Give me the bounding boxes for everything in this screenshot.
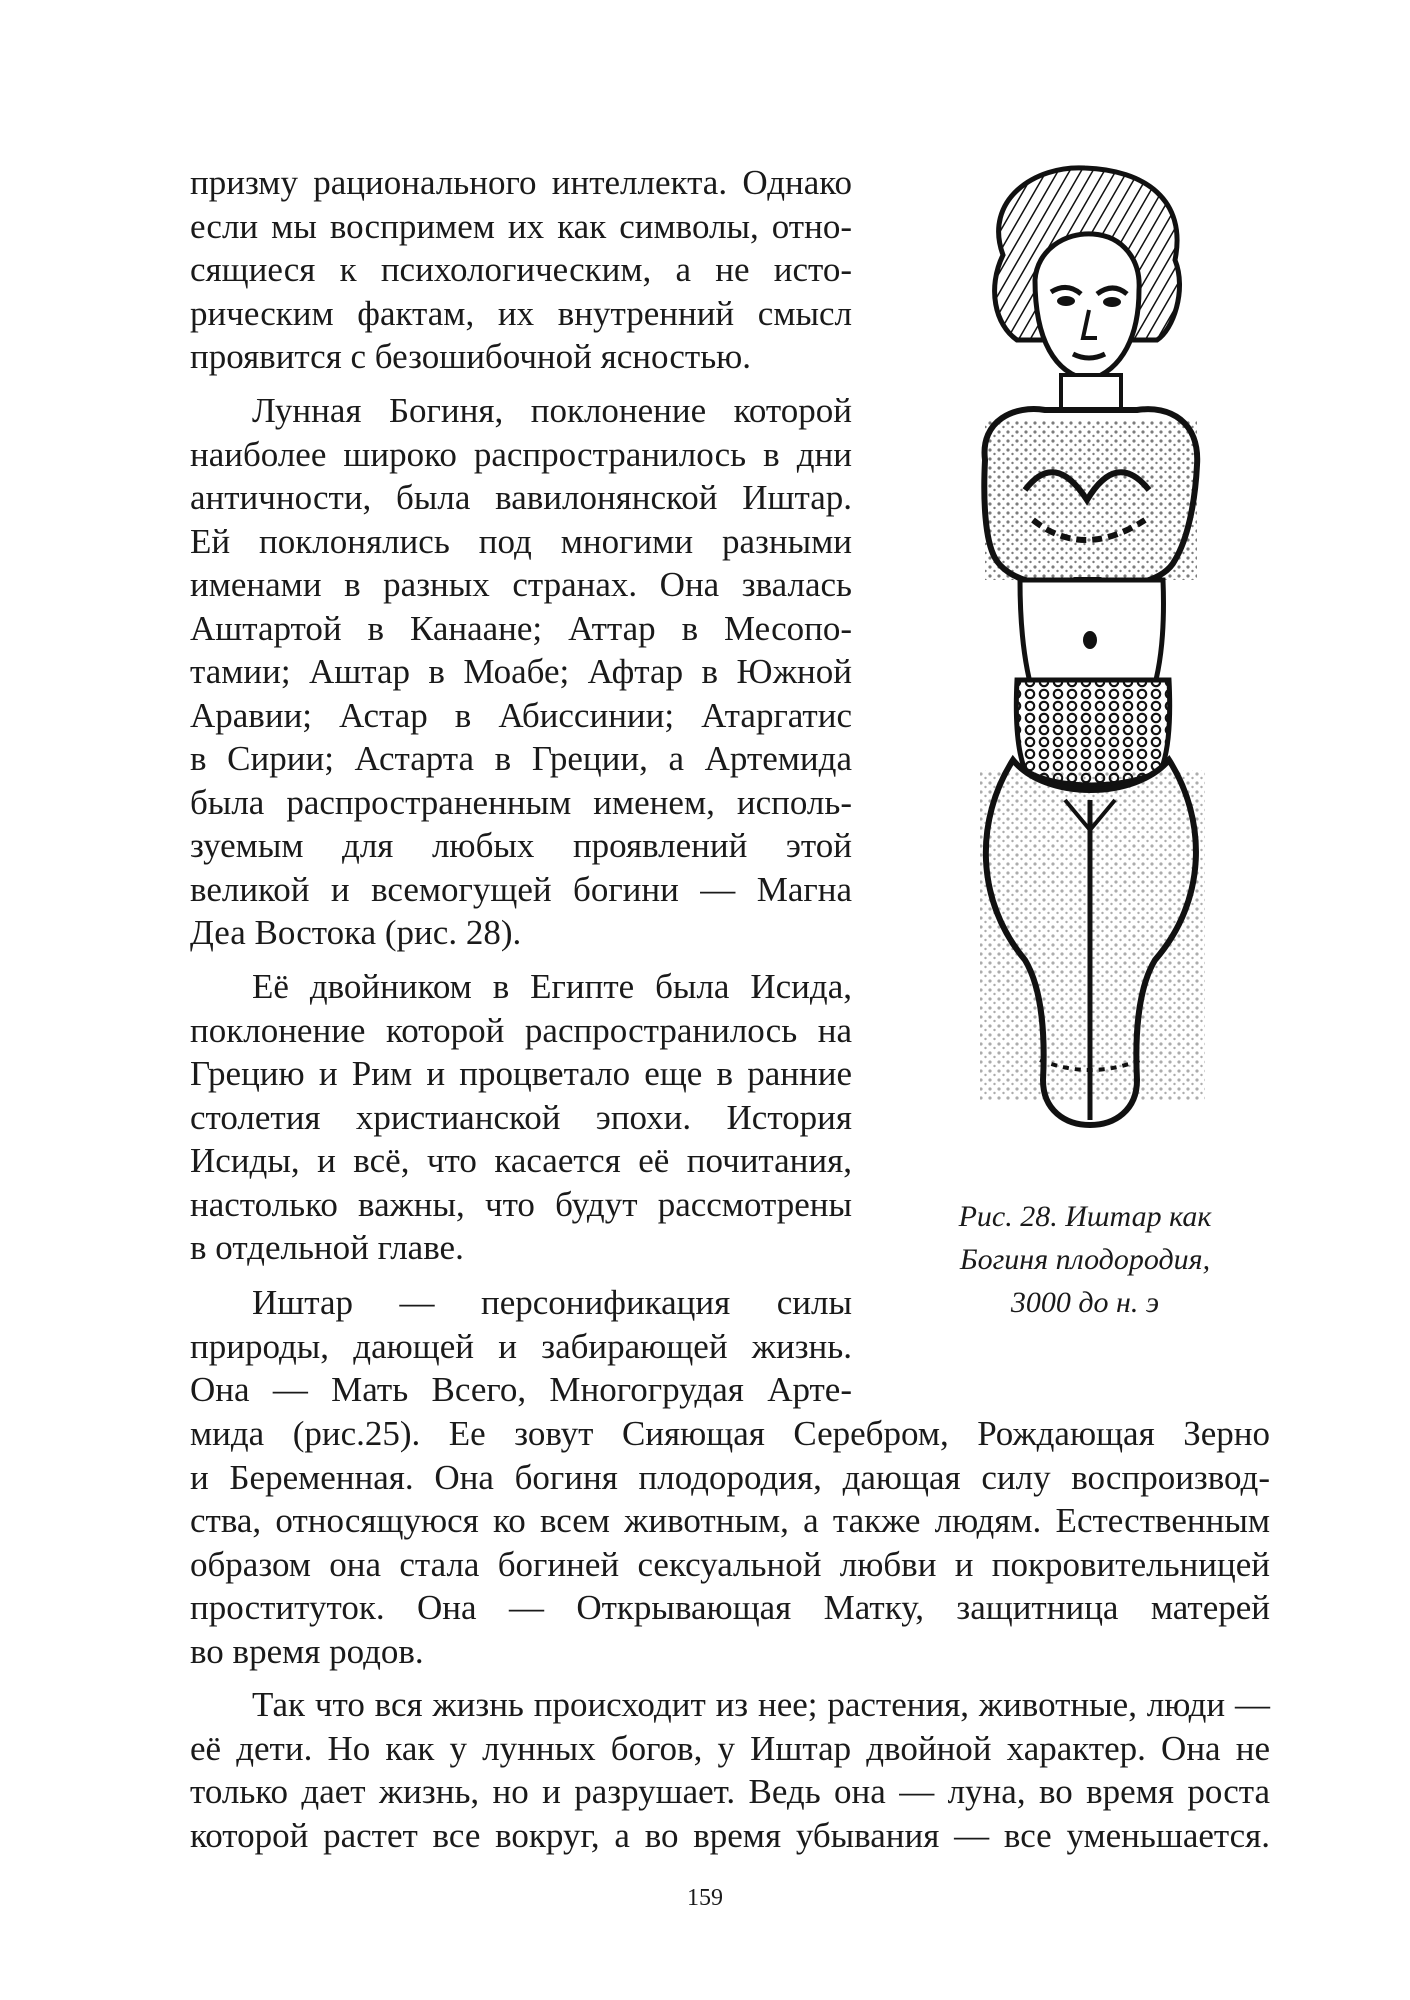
text-line: и Беременная. Она богиня плодородия, дающая силу воспроизвод- xyxy=(190,1457,1270,1497)
text-line: столетия христианской эпохи. История xyxy=(190,1097,852,1137)
text-line: Аштартой в Канаане; Аттар в Месопо- xyxy=(190,608,852,648)
text-line: Она — Мать Всего, Многогрудая Арте- xyxy=(190,1370,852,1409)
text-line: мида (рис.25). Ее зовут Сияющая Серебром, Рождающая Зерно xyxy=(190,1414,1270,1453)
text-line: которой растет все вокруг, а во время убывания — все уменьшается. xyxy=(190,1815,1270,1855)
text-line-content: Так что вся жизнь происходит из нее; растения, животные, люди — xyxy=(252,1685,1270,1724)
figure-caption xyxy=(905,1195,1265,1324)
text-line: только дает жизнь, но и разрушает. Ведь она — луна, во время роста xyxy=(190,1772,1270,1811)
text-line: Аравии; Астар в Абиссинии; Атаргатис xyxy=(190,695,852,735)
text-line: настолько важны, что будут рассмотрены xyxy=(190,1184,852,1224)
text-line: проявится с безошибочной ясностью. xyxy=(190,337,752,376)
text-line: во время родов. xyxy=(190,1631,424,1671)
girdle-shape xyxy=(1016,680,1169,785)
paragraph-2 xyxy=(190,389,852,955)
text-line-content: Её двойником в Египте была Исида, xyxy=(252,967,852,1006)
paragraph-4-wide xyxy=(190,1412,1270,1673)
text-line: Исиды, и всё, что касается её почитания, xyxy=(190,1141,852,1180)
text-line-content: Лунная Богиня, поклонение которой xyxy=(252,391,852,430)
text-line: Деа Востока (рис. 28). xyxy=(190,913,522,952)
text-line xyxy=(190,965,852,1009)
text-line: природы, дающей и забирающей жизнь. xyxy=(190,1326,852,1366)
text-line: Ей поклонялись под многими разными xyxy=(190,521,852,561)
caption-line: Богиня плодородия, xyxy=(959,1243,1211,1276)
text-line: ства, относящуюся ко всем животным, а также людям. Естественным xyxy=(190,1501,1270,1540)
text-line: её дети. Но как у лунных богов, у Иштар двойной характер. Она не xyxy=(190,1728,1270,1768)
paragraph-1 xyxy=(190,161,852,379)
text-line: великой и всемогущей богини — Магна xyxy=(190,869,852,909)
text-line: призму рационального интеллекта. Однако xyxy=(190,163,852,202)
text-line: тамии; Аштар в Моабе; Афтар в Южной xyxy=(190,652,852,691)
text-line xyxy=(190,1683,1270,1727)
text-line: античности, была вавилонянской Иштар. xyxy=(190,478,852,517)
text-line-content: Иштар — персонификация силы xyxy=(252,1283,852,1322)
paragraph-3 xyxy=(190,965,852,1270)
text-line: зуемым для любых проявлений этой xyxy=(190,826,852,865)
paragraph-4-narrow xyxy=(190,1281,852,1412)
text-line: сящиеся к психологическим, а не исто- xyxy=(190,250,852,289)
text-line: в Сирии; Астарта в Греции, а Артемида xyxy=(190,739,852,778)
text-line: именами в разных странах. Она звалась xyxy=(190,565,852,604)
text-line: проституток. Она — Открывающая Матку, защитница матерей xyxy=(190,1588,1270,1627)
text-line: рическим фактам, их внутренний смысл xyxy=(190,293,852,333)
text-line: наиболее широко распространилось в дни xyxy=(190,434,852,474)
text-line xyxy=(190,1281,852,1325)
caption-line: 3000 до н. э xyxy=(1010,1286,1160,1319)
text-line: поклонение которой распространилось на xyxy=(190,1010,852,1050)
paragraph-5 xyxy=(190,1683,1270,1857)
ishtar-figurine-illustration xyxy=(925,160,1245,1140)
caption-line: Рис. 28. Иштар как xyxy=(958,1200,1212,1233)
text-line: была распространенным именем, исполь- xyxy=(190,782,852,822)
text-line xyxy=(190,389,852,433)
text-line: в отдельной главе. xyxy=(190,1228,464,1267)
text-line: Грецию и Рим и процветало еще в ранние xyxy=(190,1054,852,1093)
text-line: образом она стала богиней сексуальной любви и покровительницей xyxy=(190,1544,1270,1584)
page-number: 159 xyxy=(687,1885,723,1911)
text-line: если мы воспримем их как символы, отно- xyxy=(190,206,852,246)
